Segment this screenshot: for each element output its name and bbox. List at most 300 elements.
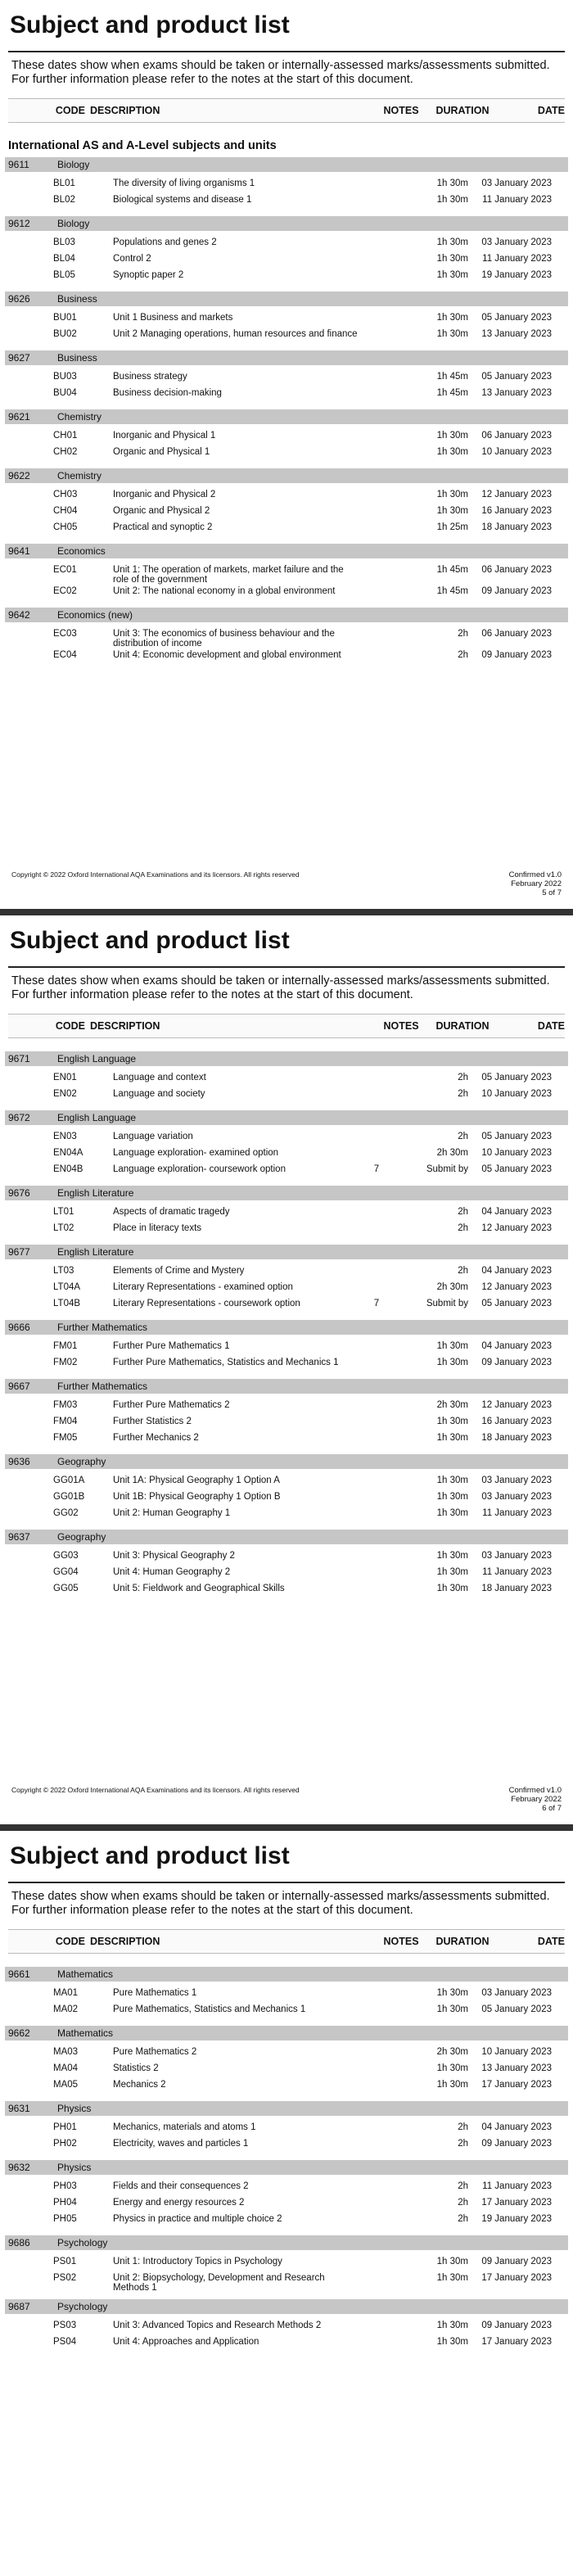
unit-list: [0, 1544, 573, 1605]
unit-row: [0, 2062, 573, 2078]
unit-duration: 2h: [458, 2122, 468, 2132]
unit-date: 12 January 2023: [481, 1223, 552, 1233]
unit-list: [0, 1394, 573, 1454]
subject-row: [5, 468, 568, 483]
unit-description: The diversity of living organisms 1: [113, 179, 255, 188]
unit-description: Language exploration- coursework option: [113, 1164, 286, 1174]
unit-row: [0, 2121, 573, 2137]
unit-description: Biological systems and disease 1: [113, 195, 252, 205]
unit-date: 04 January 2023: [481, 2122, 552, 2132]
unit-code: PH04: [53, 2198, 77, 2208]
unit-code: LT02: [53, 1223, 74, 1233]
unit-row: [0, 269, 573, 285]
unit-description: Unit 1: The operation of markets, market failure and the role of the government: [113, 565, 344, 585]
unit-duration: 2h: [458, 1089, 468, 1099]
unit-duration: 1h 30m: [436, 270, 468, 280]
unit-list: [0, 231, 573, 291]
unit-row: [0, 1986, 573, 2003]
unit-row: [0, 236, 573, 252]
subject-row: [5, 544, 568, 558]
unit-duration: 1h 30m: [436, 447, 468, 457]
unit-duration: 1h 30m: [436, 1567, 468, 1577]
subject-code: 9612: [8, 218, 30, 229]
unit-row: [0, 488, 573, 504]
unit-description: Organic and Physical 1: [113, 447, 210, 457]
unit-duration: 1h 45m: [436, 586, 468, 596]
subject-code: 9661: [8, 1968, 30, 1980]
unit-description: Pure Mathematics, Statistics and Mechanics 1: [113, 2004, 306, 2014]
unit-list: [0, 1125, 573, 1186]
subject-name: Biology: [57, 159, 90, 170]
unit-date: 04 January 2023: [481, 1266, 552, 1276]
unit-duration: 1h 30m: [436, 313, 468, 323]
unit-duration: 2h: [458, 1207, 468, 1217]
subject-name: English Literature: [57, 1246, 134, 1258]
unit-description: Pure Mathematics 1: [113, 1988, 197, 1998]
table-header: [8, 98, 565, 123]
unit-description: Unit 4: Approaches and Application: [113, 2337, 259, 2347]
subject-row: [5, 608, 568, 622]
page-separator: [0, 909, 573, 915]
unit-duration: 1h 45m: [436, 565, 468, 575]
unit-date: 04 January 2023: [481, 1341, 552, 1351]
unit-duration: 1h 25m: [436, 522, 468, 532]
unit-description: Place in literacy texts: [113, 1223, 202, 1233]
unit-list: [0, 1982, 573, 2026]
unit-duration: 2h: [458, 650, 468, 660]
unit-list: [0, 2040, 573, 2101]
intro-text: These dates show when exams should be taken or internally-assessed marks/assessments submitted. For further information please refer to the notes at the start of this document.: [11, 59, 550, 86]
unit-code: EC01: [53, 565, 77, 575]
subject-code: 9672: [8, 1112, 30, 1123]
page-footer: [0, 1786, 573, 1813]
unit-description: Unit 2: Biopsychology, Development and Research Methods 1: [113, 2273, 325, 2293]
unit-row: [0, 1340, 573, 1356]
page-5: [0, 0, 573, 909]
subject-code: 9687: [8, 2301, 30, 2312]
unit-description: Aspects of dramatic tragedy: [113, 1207, 230, 1217]
version-info: [509, 870, 562, 897]
unit-code: CH02: [53, 447, 78, 457]
unit-list: [0, 1335, 573, 1379]
unit-list: [0, 1469, 573, 1530]
unit-date: 11 January 2023: [482, 254, 552, 264]
unit-row: [0, 370, 573, 386]
unit-row: [0, 1264, 573, 1281]
unit-code: GG01A: [53, 1476, 85, 1485]
unit-list: [0, 622, 573, 671]
unit-description: Unit 1: Introductory Topics in Psychology: [113, 2257, 282, 2266]
unit-code: BL02: [53, 195, 75, 205]
unit-notes: 7: [373, 1164, 380, 1174]
page-6: [0, 915, 573, 1824]
subject-name: Further Mathematics: [57, 1322, 148, 1333]
unit-description: Energy and energy resources 2: [113, 2198, 245, 2208]
unit-duration: 2h: [458, 2181, 468, 2191]
unit-duration: 2h 30m: [436, 1148, 468, 1158]
unit-date: 09 January 2023: [481, 1358, 552, 1367]
subject-name: Business: [57, 352, 97, 364]
unit-code: EN04A: [53, 1148, 83, 1158]
unit-duration: 1h 30m: [436, 1433, 468, 1443]
unit-date: 03 January 2023: [481, 237, 552, 247]
subject-code: 9627: [8, 352, 30, 364]
subject-code: 9637: [8, 1531, 30, 1543]
unit-code: BL01: [53, 179, 75, 188]
unit-list: [0, 1259, 573, 1320]
unit-duration: 1h 30m: [436, 431, 468, 441]
section-heading: International AS and A-Level subjects and units: [8, 139, 277, 152]
unit-date: 03 January 2023: [481, 1492, 552, 1502]
subject-name: Geography: [57, 1531, 106, 1543]
header-notes: NOTES: [383, 1936, 419, 1947]
unit-duration: 2h: [458, 629, 468, 639]
unit-date: 05 January 2023: [481, 1073, 552, 1082]
unit-row: [0, 1071, 573, 1087]
subject-code: 9676: [8, 1187, 30, 1199]
header-description: DESCRIPTION: [90, 1020, 160, 1032]
unit-description: Literary Representations - examined option: [113, 1282, 293, 1292]
subject-code: 9611: [8, 159, 29, 170]
unit-row: [0, 1490, 573, 1507]
subject-row: [5, 350, 568, 365]
unit-duration: 1h 30m: [436, 329, 468, 339]
unit-code: FM05: [53, 1433, 78, 1443]
subject-row: [5, 2026, 568, 2040]
unit-row: [0, 521, 573, 537]
subject-row: [5, 1454, 568, 1469]
header-code: CODE: [55, 105, 85, 116]
unit-code: MA04: [53, 2063, 79, 2073]
unit-date: 04 January 2023: [481, 1207, 552, 1217]
subject-name: Psychology: [57, 2237, 108, 2248]
unit-code: EC02: [53, 586, 77, 596]
unit-duration: 2h: [458, 1223, 468, 1233]
unit-duration: 1h 30m: [436, 1417, 468, 1426]
unit-code: GG01B: [53, 1492, 85, 1502]
unit-list: [0, 2175, 573, 2235]
unit-code: MA05: [53, 2080, 79, 2090]
unit-duration: 1h 30m: [436, 1476, 468, 1485]
unit-code: CH05: [53, 522, 78, 532]
unit-description: Control 2: [113, 254, 151, 264]
unit-date: 09 January 2023: [481, 2321, 552, 2330]
subject-name: Further Mathematics: [57, 1381, 148, 1392]
page-title: Subject and product list: [10, 11, 290, 38]
unit-duration: 1h 30m: [436, 179, 468, 188]
unit-code: LT04A: [53, 1282, 81, 1292]
subject-row: [5, 1320, 568, 1335]
subject-row: [5, 1967, 568, 1982]
unit-list: [0, 172, 573, 216]
unit-code: EN02: [53, 1089, 77, 1099]
unit-description: Literary Representations - coursework option: [113, 1299, 300, 1308]
unit-description: Unit 1 Business and markets: [113, 313, 233, 323]
unit-row: [0, 627, 573, 649]
header-date: DATE: [537, 105, 565, 116]
unit-description: Further Pure Mathematics 2: [113, 1400, 230, 1410]
subject-row: [5, 409, 568, 424]
unit-row: [0, 2335, 573, 2352]
unit-row: [0, 1549, 573, 1566]
subject-code: 9621: [8, 411, 30, 423]
copyright-text: Copyright © 2022 Oxford International AQA Examinations and its licensors. All rights reserved: [11, 1786, 300, 1794]
unit-duration: 1h 30m: [436, 1584, 468, 1593]
unit-description: Language variation: [113, 1132, 193, 1141]
subject-code: 9686: [8, 2237, 30, 2248]
unit-date: 18 January 2023: [481, 1433, 552, 1443]
subject-row: [5, 1379, 568, 1394]
unit-date: 10 January 2023: [481, 447, 552, 457]
table-header: [8, 1929, 565, 1954]
subject-name: Physics: [57, 2162, 92, 2173]
subject-row: [5, 1530, 568, 1544]
unit-description: Inorganic and Physical 2: [113, 490, 216, 499]
unit-row: [0, 2180, 573, 2196]
unit-description: Unit 2: The national economy in a global environment: [113, 586, 336, 596]
unit-duration: 1h 30m: [436, 195, 468, 205]
subject-row: [5, 1051, 568, 1066]
subject-code: 9641: [8, 545, 30, 557]
unit-date: 17 January 2023: [481, 2337, 552, 2347]
page-number: 5 of 7: [542, 888, 562, 897]
subject-name: English Language: [57, 1112, 137, 1123]
subject-name: Mathematics: [57, 1968, 114, 1980]
subject-row: [5, 2299, 568, 2314]
unit-duration: 2h 30m: [436, 2047, 468, 2057]
unit-date: 05 January 2023: [481, 313, 552, 323]
unit-date: 10 January 2023: [481, 1148, 552, 1158]
page-separator: [0, 1824, 573, 1831]
unit-code: GG02: [53, 1508, 79, 1518]
unit-row: [0, 2003, 573, 2019]
unit-duration: 1h 30m: [436, 2337, 468, 2347]
subject-code: 9626: [8, 293, 30, 305]
unit-description: Elements of Crime and Mystery: [113, 1266, 245, 1276]
unit-date: 19 January 2023: [481, 270, 552, 280]
unit-date: 05 January 2023: [481, 1164, 552, 1174]
subject-row: [5, 1110, 568, 1125]
unit-row: [0, 1222, 573, 1238]
subject-code: 9642: [8, 609, 30, 621]
intro-text: These dates show when exams should be taken or internally-assessed marks/assessments submitted. For further information please refer to the notes at the start of this document.: [11, 974, 550, 1001]
unit-code: GG05: [53, 1584, 79, 1593]
unit-row: [0, 2045, 573, 2062]
subject-row: [5, 157, 568, 172]
unit-list: [0, 306, 573, 350]
unit-code: EN04B: [53, 1164, 83, 1174]
subject-name: Chemistry: [57, 470, 102, 481]
subject-row: [5, 216, 568, 231]
unit-code: EC04: [53, 650, 77, 660]
header-duration: DURATION: [435, 105, 490, 116]
unit-duration: 1h 30m: [436, 490, 468, 499]
subject-code: 9662: [8, 2027, 30, 2039]
unit-duration: 1h 45m: [436, 372, 468, 382]
version-date: February 2022: [511, 879, 562, 888]
unit-description: Language and context: [113, 1073, 206, 1082]
header-date: DATE: [537, 1020, 565, 1032]
unit-description: Language exploration- examined option: [113, 1148, 279, 1158]
subject-name: Chemistry: [57, 411, 102, 423]
unit-row: [0, 177, 573, 193]
unit-description: Organic and Physical 2: [113, 506, 210, 516]
unit-row: [0, 1356, 573, 1372]
subject-row: [5, 2160, 568, 2175]
unit-date: 17 January 2023: [481, 2080, 552, 2090]
unit-duration: 1h 30m: [436, 2273, 468, 2283]
unit-code: EN01: [53, 1073, 77, 1082]
unit-date: 09 January 2023: [481, 2257, 552, 2266]
unit-description: Fields and their consequences 2: [113, 2181, 249, 2191]
unit-code: PH05: [53, 2214, 77, 2224]
unit-code: BL05: [53, 270, 75, 280]
unit-code: MA02: [53, 2004, 79, 2014]
subject-groups: [0, 1967, 573, 2358]
unit-description: Populations and genes 2: [113, 237, 217, 247]
unit-row: [0, 1087, 573, 1104]
subject-name: Biology: [57, 218, 90, 229]
unit-row: [0, 429, 573, 445]
unit-row: [0, 2137, 573, 2153]
unit-code: CH04: [53, 506, 78, 516]
unit-date: 10 January 2023: [481, 2047, 552, 2057]
unit-duration: 1h 30m: [436, 2063, 468, 2073]
unit-date: 19 January 2023: [481, 2214, 552, 2224]
unit-date: 16 January 2023: [481, 1417, 552, 1426]
version-label: Confirmed v1.0: [508, 870, 562, 879]
unit-row: [0, 1297, 573, 1313]
unit-date: 09 January 2023: [481, 2139, 552, 2149]
subject-name: Geography: [57, 1456, 106, 1467]
copyright-text: Copyright © 2022 Oxford International AQA Examinations and its licensors. All rights reserved: [11, 870, 300, 879]
unit-description: Practical and synoptic 2: [113, 522, 213, 532]
unit-date: 03 January 2023: [481, 1988, 552, 1998]
unit-description: Statistics 2: [113, 2063, 159, 2073]
page-footer: [0, 870, 573, 897]
unit-duration: 1h 30m: [436, 1341, 468, 1351]
subject-name: Physics: [57, 2103, 92, 2114]
unit-code: LT01: [53, 1207, 74, 1217]
unit-duration: 1h 30m: [436, 506, 468, 516]
unit-code: PH02: [53, 2139, 77, 2149]
unit-description: Synoptic paper 2: [113, 270, 184, 280]
unit-date: 03 January 2023: [481, 179, 552, 188]
unit-list: [0, 365, 573, 409]
unit-code: PS02: [53, 2273, 77, 2283]
unit-code: FM01: [53, 1341, 78, 1351]
unit-description: Business decision-making: [113, 388, 222, 398]
version-info: [509, 1786, 562, 1813]
subject-name: Economics (new): [57, 609, 133, 621]
subject-name: Economics: [57, 545, 106, 557]
unit-row: [0, 563, 573, 585]
unit-code: PS04: [53, 2337, 77, 2347]
unit-code: FM03: [53, 1400, 78, 1410]
unit-notes: 7: [373, 1299, 380, 1308]
unit-date: 11 January 2023: [482, 1508, 552, 1518]
unit-description: Further Pure Mathematics 1: [113, 1341, 230, 1351]
unit-date: 11 January 2023: [482, 195, 552, 205]
unit-row: [0, 649, 573, 665]
unit-date: 12 January 2023: [481, 490, 552, 499]
unit-date: 05 January 2023: [481, 372, 552, 382]
unit-list: [0, 483, 573, 544]
unit-code: MA01: [53, 1988, 79, 1998]
subject-row: [5, 1245, 568, 1259]
unit-row: [0, 2255, 573, 2271]
unit-date: 06 January 2023: [481, 629, 552, 639]
unit-date: 03 January 2023: [481, 1551, 552, 1561]
unit-description: Electricity, waves and particles 1: [113, 2139, 249, 2149]
unit-description: Physics in practice and multiple choice 2: [113, 2214, 282, 2224]
unit-description: Business strategy: [113, 372, 187, 382]
unit-duration: 1h 30m: [436, 1508, 468, 1518]
subject-code: 9631: [8, 2103, 30, 2114]
unit-date: 11 January 2023: [482, 2181, 552, 2191]
unit-duration: 1h 30m: [436, 1492, 468, 1502]
subject-code: 9677: [8, 1246, 30, 1258]
unit-code: FM02: [53, 1358, 78, 1367]
unit-row: [0, 1415, 573, 1431]
unit-duration: 1h 30m: [436, 1551, 468, 1561]
unit-date: 09 January 2023: [481, 650, 552, 660]
subject-code: 9671: [8, 1053, 30, 1064]
subject-row: [5, 2101, 568, 2116]
subject-name: Mathematics: [57, 2027, 114, 2039]
table-header: [8, 1014, 565, 1038]
unit-row: [0, 1281, 573, 1297]
header-duration: DURATION: [435, 1020, 490, 1032]
unit-row: [0, 1431, 573, 1448]
page-title: Subject and product list: [10, 1842, 290, 1869]
header-duration: DURATION: [435, 1936, 490, 1947]
version-label: Confirmed v1.0: [508, 1786, 562, 1795]
unit-code: CH03: [53, 490, 78, 499]
unit-list: [0, 424, 573, 468]
unit-date: 13 January 2023: [481, 2063, 552, 2073]
header-notes: NOTES: [383, 105, 419, 116]
unit-row: [0, 1130, 573, 1146]
unit-list: [0, 1200, 573, 1245]
unit-duration: Submit by: [426, 1299, 468, 1308]
intro-text: These dates show when exams should be taken or internally-assessed marks/assessments submitted. For further information please refer to the notes at the start of this document.: [11, 1890, 550, 1917]
unit-code: BL04: [53, 254, 75, 264]
unit-description: Language and society: [113, 1089, 205, 1099]
unit-code: FM04: [53, 1417, 78, 1426]
unit-row: [0, 1474, 573, 1490]
unit-row: [0, 504, 573, 521]
unit-date: 17 January 2023: [481, 2198, 552, 2208]
unit-date: 03 January 2023: [481, 1476, 552, 1485]
unit-duration: 2h: [458, 1266, 468, 1276]
unit-row: [0, 1507, 573, 1523]
unit-date: 16 January 2023: [481, 506, 552, 516]
unit-duration: 1h 30m: [436, 2080, 468, 2090]
header-date: DATE: [537, 1936, 565, 1947]
header-description: DESCRIPTION: [90, 1936, 160, 1947]
unit-date: 05 January 2023: [481, 2004, 552, 2014]
unit-code: BL03: [53, 237, 75, 247]
unit-date: 13 January 2023: [481, 329, 552, 339]
unit-code: MA03: [53, 2047, 79, 2057]
unit-row: [0, 386, 573, 403]
unit-description: Mechanics, materials and atoms 1: [113, 2122, 256, 2132]
page-7: [0, 1831, 573, 2576]
unit-duration: 1h 45m: [436, 388, 468, 398]
unit-description: Unit 5: Fieldwork and Geographical Skills: [113, 1584, 285, 1593]
unit-duration: 1h 30m: [436, 2257, 468, 2266]
